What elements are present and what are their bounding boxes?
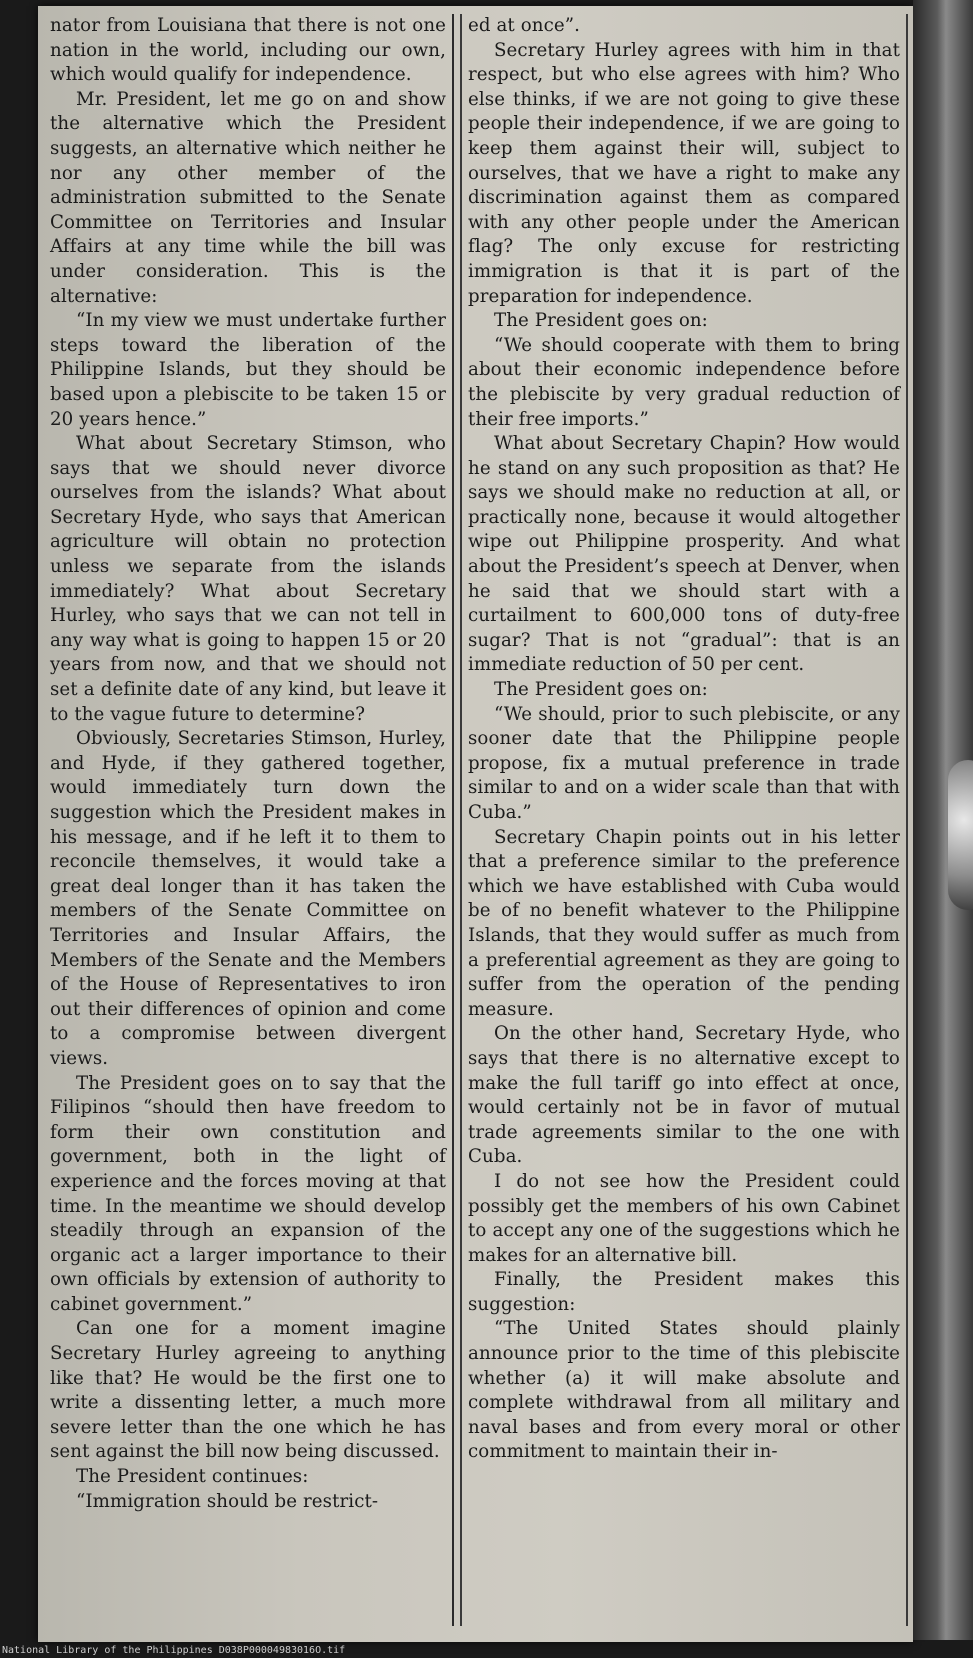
paragraph: The President goes on: [494,679,708,701]
paragraph: Secretary Hurley agrees with him in that respect, but who else agrees with him? Who else thinks, if we are not going to give these people their independence, if we are going to keep them against their will, subject to ourselves, that we have a right to make any discrimination against them as compared with any other people under the American flag? The only excuse for restricting immigration is that it is part of the preparation for independence. [468,39,900,307]
paragraph: “In my view we must undertake further steps toward the liberation of the Philippine Islands, but they should be based upon a plebiscite to be taken 15 or 20 years hence.” [50,310,446,430]
paragraph: Obviously, Secretaries Stimson, Hurley, and Hyde, if they gathered together, would immediately turn down the suggestion which the President makes in his message, and if he left it to them to reconcile themselves, it would take a great deal longer than it has taken the members of the Senate Committee on Territories and Insular Affairs, the Members of the Senate and the Members of the House of Representatives to iron out their differences of opinion and come to a compromise between divergent views. [50,728,446,1069]
binder-clip [948,760,973,910]
paragraph: The President goes on: [494,310,708,332]
scan-footer: National Library of the Philippines D038P00004983016O.tif [2,1645,346,1656]
left-column [44,14,454,1626]
paragraph: ed at once”. [468,15,581,36]
paragraph: Secretary Chapin points out in his letter that a preference similar to the preference which we have established with Cuba would be of no benefit whatever to the Philippine Islands, that they would suffer as much from a preferential agreement as they are going to suffer from the operation of the pending measure. [468,826,900,1020]
paragraph: Can one for a moment imagine Secretary Hurley agreeing to anything like that? He would be the first one to write a dissenting letter, a much more severe letter than the one which he has sent against the bill now being discussed. [50,1318,446,1463]
paragraph: What about Secretary Chapin? How would he stand on any such proposition as that? He says we should make no reduction at all, or practically none, because it would altogether wipe out Philippine prosperity. And what about the President’s speech at Denver, when he said that we should start with a curtailment to 600,000 tons of duty-free sugar? That is not “gradual”: that is an immediate reduction of 50 per cent. [468,433,900,676]
paragraph: “Immigration should be restrict- [76,1490,379,1512]
paragraph: Mr. President, let me go on and show the alternative which the President suggests, an alternative which neither he nor any other member of the administration submitted to the Senate Committee on Territories and Insular Affairs at any time while the bill was under consideration. This is the alternative: [50,88,446,307]
right-column [460,14,908,1626]
paragraph: The President continues: [76,1466,309,1488]
paragraph: On the other hand, Secretary Hyde, who says that there is no alternative except to make the full tariff go into effect at once, would certainly not be in favor of mutual trade agreements similar to the one with Cuba. [468,1023,900,1168]
paragraph: “We should cooperate with them to bring about their economic independence before the plebiscite by very gradual reduction of their free imports.” [468,334,900,430]
paragraph: nator from Louisiana that there is not one nation in the world, including our own, which would qualify for independence. [50,15,446,86]
paragraph: The President goes on to say that the Filipinos “should then have freedom to form their own constitution and government, both in the light of experience and the forces moving at that time. In the meantime we should develop steadily through an expansion of the organic act a larger importance to their own officials by extension of authority to cabinet government.” [50,1072,446,1315]
paragraph: What about Secretary Stimson, who says that we should never divorce ourselves from the islands? What about Secretary Hyde, who says that American agriculture will obtain no protection unless we separate from the islands immediately? What about Secretary Hurley, who says that we can not tell in any way what is going to happen 15 or 20 years from now, and that we should not set a definite date of any kind, but leave it to the vague future to determine? [50,433,446,725]
paragraph: “The United States should plainly announce prior to the time of this plebiscite whether (a) it will make absolute and complete withdrawal from all military and naval bases and from every moral or other commitment to maintain their in- [468,1318,900,1463]
paragraph: I do not see how the President could possibly get the members of his own Cabinet to accept any one of the suggestions which he makes for an alternative bill. [468,1170,900,1266]
paragraph: Finally, the President makes this suggestion: [468,1269,900,1315]
paragraph: “We should, prior to such plebiscite, or any sooner date that the Philippine people propose, fix a mutual preference in trade similar to and on a wider scale than that with Cuba.” [468,703,900,823]
